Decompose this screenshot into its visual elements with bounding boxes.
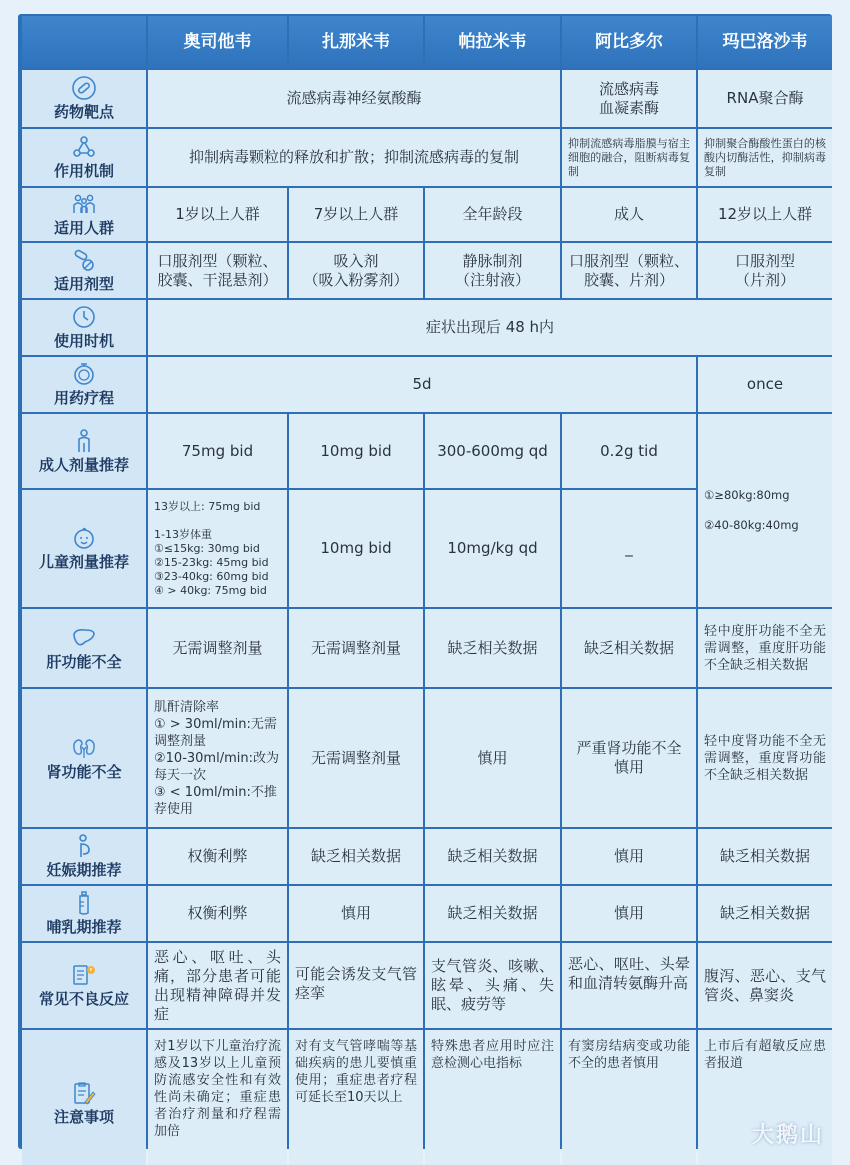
pills-icon: [71, 247, 97, 273]
row-label-course: [22, 357, 146, 412]
row-label-text: 成人剂量推荐: [38, 455, 129, 474]
mechanism-baloxavir-cell: 抑制聚合酶酸性蛋白的核酸内切酶活性，抑制病毒复制: [698, 129, 832, 186]
form-zanamivir: 吸入剂 （吸入粉雾剂）: [289, 243, 423, 298]
mechanism-shared-cell: 抑制病毒颗粒的释放和扩散；抑制流感病毒的复制: [148, 129, 560, 186]
kidney-oseltamivir: 肌酐清除率 ① > 30ml/min:无需调整剂量 ②10-30ml/min:改为每天一次 ③ < 10ml/min:不推荐使用: [148, 689, 287, 827]
header-oseltamivir: 奥司他韦: [148, 16, 287, 68]
header-baloxavir: 玛巴洛沙韦: [698, 16, 832, 68]
clock-icon: [71, 304, 97, 330]
header-arbidol: 阿比多尔: [562, 16, 696, 68]
pregnant-icon: [71, 833, 97, 859]
pregnancy-arbidol: 慎用: [562, 829, 696, 884]
form-arbidol: 口服剂型（颗粒、 胶囊、片剂）: [562, 243, 696, 298]
pregnancy-baloxavir: 缺乏相关数据: [698, 829, 832, 884]
row-label-adult-dose: [22, 414, 146, 488]
form-baloxavir: 口服剂型 （片剂）: [698, 243, 832, 298]
population-arbidol: 成人: [562, 188, 696, 241]
target-arbidol-cell: 流感病毒 血凝素酶: [562, 70, 696, 127]
row-label-adverse: [22, 943, 146, 1028]
row-label-text: 儿童剂量推荐: [38, 553, 129, 571]
child-dose-peramivir: 10mg/kg qd: [425, 490, 560, 607]
liver-zanamivir: 无需调整剂量: [289, 609, 423, 687]
adult-dose-oseltamivir: 75mg bid: [148, 414, 287, 488]
row-label-kidney: [22, 689, 146, 827]
mechanism-arbidol-cell: 抑制流感病毒脂膜与宿主细胞的融合，阻断病毒复制: [562, 129, 696, 186]
adult-dose-zanamivir: 10mg bid: [289, 414, 423, 488]
child-dose-zanamivir: 10mg bid: [289, 490, 423, 607]
lactation-oseltamivir: 权衡利弊: [148, 886, 287, 941]
population-baloxavir: 12岁以上人群: [698, 188, 832, 241]
kidney-icon: [71, 735, 97, 761]
timer-icon: [71, 361, 97, 387]
adult-person-icon: [71, 428, 97, 454]
row-label-text: 适用人群: [53, 219, 114, 237]
kidney-peramivir: 慎用: [425, 689, 560, 827]
kidney-zanamivir: 无需调整剂量: [289, 689, 423, 827]
pill-capsule-icon: [71, 75, 97, 101]
drug-comparison-table: [22, 16, 828, 1147]
row-label-liver: [22, 609, 146, 687]
pregnancy-oseltamivir: 权衡利弊: [148, 829, 287, 884]
row-label-pregnancy: [22, 829, 146, 884]
people-icon: [71, 191, 97, 217]
row-label-child-dose: [22, 490, 146, 607]
row-label-text: 肝功能不全: [46, 652, 122, 671]
watermark-logo: 大鹅山: [751, 1123, 824, 1148]
adult-dose-peramivir: 300-600mg qd: [425, 414, 560, 488]
liver-icon: [71, 625, 97, 651]
liver-peramivir: 缺乏相关数据: [425, 609, 560, 687]
header-zanamivir: 扎那米韦: [289, 16, 423, 68]
row-label-text: 注意事项: [53, 1108, 114, 1126]
clipboard-pen-icon: [71, 1080, 97, 1106]
adverse-zanamivir: 可能会诱发支气管痉挛: [289, 943, 423, 1028]
row-label-text: 适用剂型: [53, 275, 114, 293]
row-label-text: 药物靶点: [53, 103, 114, 121]
header-peramivir: 帕拉米韦: [425, 16, 560, 68]
kidney-arbidol: 严重肾功能不全 慎用: [562, 689, 696, 827]
lactation-peramivir: 缺乏相关数据: [425, 886, 560, 941]
row-label-text: 哺乳期推荐: [46, 918, 122, 936]
baby-bottle-icon: [71, 890, 97, 916]
row-label-notes: [22, 1030, 146, 1165]
row-label-timing: [22, 300, 146, 355]
molecule-icon: [71, 134, 97, 160]
notes-arbidol: 有窦房结病变或功能不全的患者慎用: [562, 1030, 696, 1165]
course-baloxavir-cell: once: [698, 357, 832, 412]
lactation-zanamivir: 慎用: [289, 886, 423, 941]
liver-arbidol: 缺乏相关数据: [562, 609, 696, 687]
dose-baloxavir-cell: ①≥80kg:80mg ②40-80kg:40mg: [698, 414, 832, 607]
row-label-text: 使用时机: [53, 332, 114, 350]
notes-peramivir: 特殊患者应用时应注意检测心电指标: [425, 1030, 560, 1165]
form-peramivir: 静脉制剂 （注射液）: [425, 243, 560, 298]
corner-cell: [22, 16, 146, 68]
adverse-peramivir: 支气管炎、咳嗽、眩晕、头痛、失眠、疲劳等: [425, 943, 560, 1028]
row-label-text: 作用机制: [53, 162, 114, 180]
notes-zanamivir: 对有支气管哮喘等基础疾病的患儿要慎重使用；重症患者疗程可延长至10天以上: [289, 1030, 423, 1165]
pregnancy-peramivir: 缺乏相关数据: [425, 829, 560, 884]
adverse-baloxavir: 腹泻、恶心、支气管炎、鼻窦炎: [698, 943, 832, 1028]
row-label-text: 常见不良反应: [38, 990, 129, 1008]
lactation-baloxavir: 缺乏相关数据: [698, 886, 832, 941]
liver-oseltamivir: 无需调整剂量: [148, 609, 287, 687]
form-oseltamivir: 口服剂型（颗粒、 胶囊、干混悬剂）: [148, 243, 287, 298]
liver-baloxavir: 轻中度肝功能不全无需调整，重度肝功能不全缺乏相关数据: [698, 609, 832, 687]
row-label-text: 肾功能不全: [46, 762, 122, 781]
target-neuraminidase-cell: 流感病毒神经氨酸酶: [148, 70, 560, 127]
row-label-mechanism: [22, 129, 146, 186]
warning-document-icon: [71, 962, 97, 988]
baby-face-icon: [71, 525, 97, 551]
adverse-oseltamivir: 恶心、呕吐、头痛，部分患者可能出现精神障碍并发症: [148, 943, 287, 1028]
population-peramivir: 全年龄段: [425, 188, 560, 241]
population-oseltamivir: 1岁以上人群: [148, 188, 287, 241]
adult-dose-arbidol: 0.2g tid: [562, 414, 696, 488]
row-label-population: [22, 188, 146, 241]
adverse-arbidol: 恶心、呕吐、头晕和血清转氨酶升高: [562, 943, 696, 1028]
notes-baloxavir: 上市后有超敏反应患者报道: [698, 1030, 832, 1165]
child-dose-oseltamivir: 13岁以上: 75mg bid 1-13岁体重 ①≤15kg: 30mg bid ②15-23kg: 45mg bid ③23-40kg: 60mg bid ④ > 40kg: 75mg bid: [148, 490, 287, 607]
kidney-baloxavir: 轻中度肾功能不全无需调整，重度肾功能不全缺乏相关数据: [698, 689, 832, 827]
population-zanamivir: 7岁以上人群: [289, 188, 423, 241]
course-shared-cell: 5d: [148, 357, 696, 412]
row-label-text: 妊娠期推荐: [46, 861, 122, 879]
notes-oseltamivir: 对1岁以下儿童治疗流感及13岁以上儿童预防流感安全性和有效性尚未确定；重症患者治疗剂量和疗程需加倍: [148, 1030, 287, 1165]
timing-shared-cell: 症状出现后 48 h内: [148, 300, 832, 355]
target-baloxavir-cell: RNA聚合酶: [698, 70, 832, 127]
child-dose-arbidol: _: [562, 490, 696, 607]
row-label-text: 用药疗程: [53, 389, 114, 407]
row-label-lactation: [22, 886, 146, 941]
row-label-form: [22, 243, 146, 298]
lactation-arbidol: 慎用: [562, 886, 696, 941]
row-label-target: [22, 70, 146, 127]
pregnancy-zanamivir: 缺乏相关数据: [289, 829, 423, 884]
